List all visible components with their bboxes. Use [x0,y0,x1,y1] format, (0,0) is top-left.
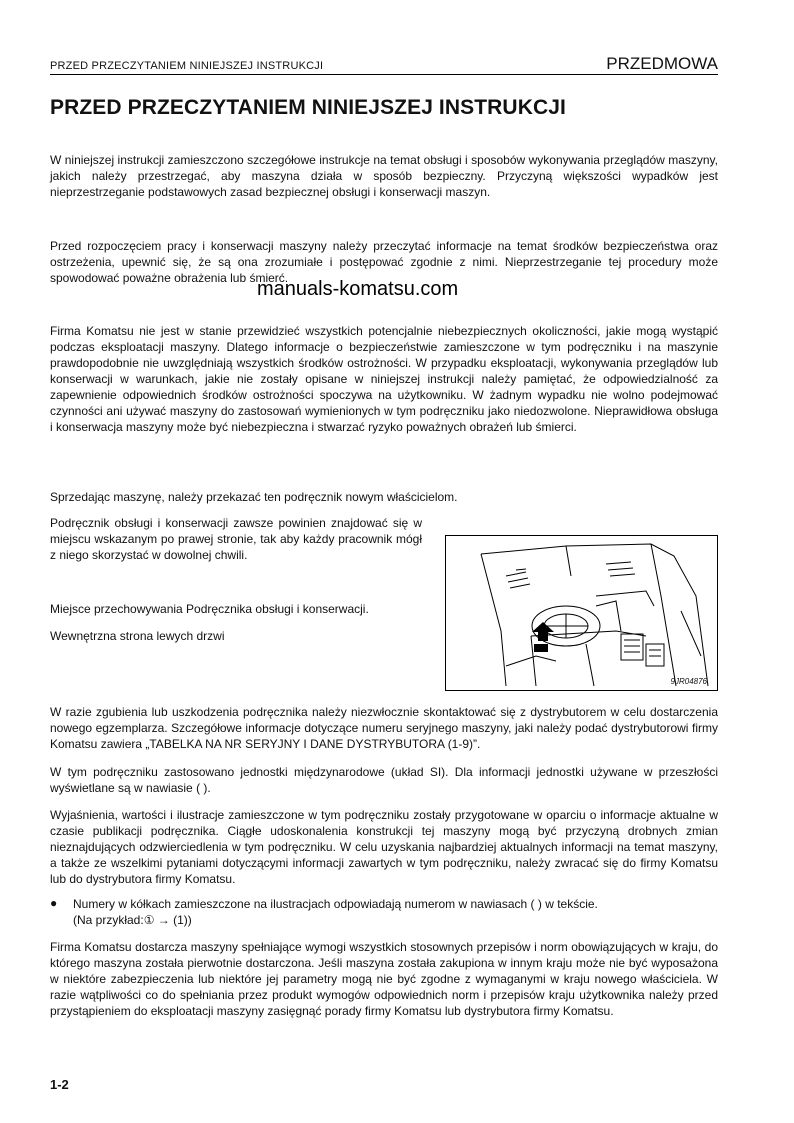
running-header-section: PRZEDMOWA [606,54,718,73]
paragraph-intro: W niniejszej instrukcji zamieszczono szczegółowe instrukcje na temat obsługi i sposobów wykonywania przeglądów maszyny, jakich należy przestrzegać, aby maszyna działa w sposób bezpieczny. Przyczyną większości wypadków jest nieprzestrzeganie podstawowych zasad bezpiecznej obsługi i konserwacji maszyn. [50,153,718,199]
paragraph-lost-manual: W razie zgubienia lub uszkodzenia podręcznika należy niezwłocznie skontaktować się z dystrybutorem w celu dostarczenia nowego egzemplarza. Szczegółowe informacje dotyczące numeru seryjnego maszyny, jaki należy podać dystrybutorowi firmy Komatsu zawiera „TABELKA NA NR SERYJNY I DANE DYSTRYBUTORA (1-9)”. [50,705,718,751]
paragraph-updates: Wyjaśnienia, wartości i ilustracje zamieszczone w tym podręczniku zostały przygotowane w oparciu o informacje aktualne w czasie publikacji podręcznika. Ciągłe udoskonalenia konstrukcji tej maszyny mogą być przyczyną drobnych zmian nieznajdujących odzwierciedlenia w tym podręczniku. W celu uzyskania najbardziej aktualnych informacji na temat maszyny, a także ze wszelkimi pytaniami dotyczącymi informacji zawartych w tym podręczniku, należy zwracać się do firmy Komatsu lub do dystrybutora firmy Komatsu. [50,808,718,886]
figure-code: 9JR04876 [670,677,707,686]
bullet-icon: ● [50,896,58,910]
running-header-left: PRZED PRZECZYTANIEM NINIEJSZEJ INSTRUKCJI [50,60,324,72]
paragraph-storage-place: Miejsce przechowywania Podręcznika obsługi i konserwacji. [50,602,369,616]
paragraph-safety: Przed rozpoczęciem pracy i konserwacji maszyny należy przeczytać informacje na temat środków bezpieczeństwa oraz ostrzeżenia, upewnić się, że są ona zrozumiałe i postępować zgodnie z nimi. Nieprzestrzeganie tej procedury może spowodować poważne obrażenia lub śmierć. [50,239,718,285]
page-title: PRZED PRZECZYTANIEM NINIEJSZEJ INSTRUKCJI [50,96,566,119]
watermark-text: manuals-komatsu.com [257,278,459,300]
paragraph-storage: Podręcznik obsługi i konserwacji zawsze powinien znajdować się w miejscu wskazanym po prawej stronie, tak aby każdy pracownik mógł z niego skorzystać w dowolnej chwili. [50,516,422,562]
paragraph-compliance: Firma Komatsu dostarcza maszyny spełniające wymogi wszystkich stosownych przepisów i norm obowiązujących w kraju, do którego maszyna została pierwotnie dostarczona. Jeśli maszyna została zakupiona w innym kraju może nie być wyposażona w niektóre zabezpieczenia lub niektóre jej parametry mogą nie być zgodne z wymaganymi w kraju nowego właściciela. W razie wątpliwości co do spełniania przez produkt wymogów odpowiednich norm i przepisów kraju użytkownika należy przed przystąpieniem do eksploatacji maszyny zasięgnąć porady firmy Komatsu lub dystrybutora firmy Komatsu. [50,940,718,1018]
paragraph-komatsu-responsibility: Firma Komatsu nie jest w stanie przewidzieć wszystkich potencjalnie niebezpiecznych okoliczności, jakie mogą wystąpić podczas eksploatacji maszyny. Dlatego informacje o bezpieczeństwie zamieszczone w tym podręczniku i na maszynie prawdopodobnie nie uwzględniają wszystkich środków ostrożności. W przypadku eksploatacji, wykonywania przeglądów lub konserwacji w warunkach, jakie nie zostały opisane w niniejszej instrukcji należy pamiętać, że odpowiedzialność za zapewnienie odpowiednich środków ostrożności spoczywa na użytkowniku. W żadnym wypadku nie wolno podejmować czynności ani używać maszyny do zastosowań wymienionych w tym podręczniku jako niedozwolone. Nieprawidłowa obsługa i konserwacja maszyny może być niebezpieczna i stwarzać ryzyko poważnych obrażeń lub śmierci. [50,324,718,434]
bullet-note-line: Numery w kółkach zamieszczone na ilustracjach odpowiadają numerom w nawiasach ( ) w tekście. [73,897,598,911]
bullet-note [73,896,713,928]
paragraph-selling: Sprzedając maszynę, należy przekazać ten podręcznik nowym właścicielom. [50,490,458,504]
paragraph-storage-location: Wewnętrzna strona lewych drzwi [50,629,225,643]
header-rule [50,74,718,75]
page-number: 1-2 [50,1077,69,1092]
paragraph-units: W tym podręczniku zastosowano jednostki międzynarodowe (układ SI). Dla informacji jednostki używane w przeszłości wyświetlane są w nawiasie ( ). [50,765,718,795]
cab-illustration [445,535,718,691]
cab-door-drawing [446,536,717,690]
bullet-note-example: (Na przykład:① → (1)) [73,913,192,927]
